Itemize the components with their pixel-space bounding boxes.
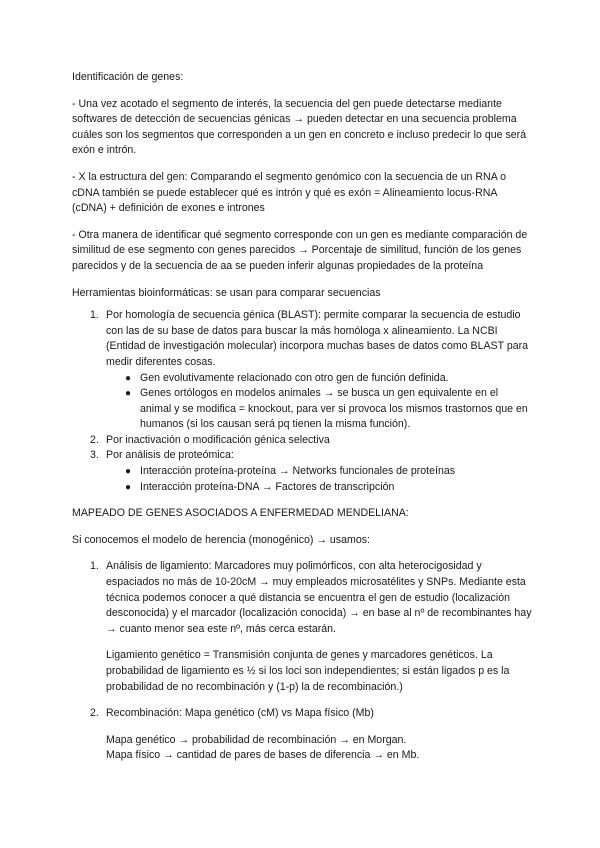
list-item-text: Por inactivación o modificación génica selectiva xyxy=(106,433,330,446)
bullet-item xyxy=(106,371,532,387)
intro-mapeado: Si conocemos el modelo de herencia (monogénico) → usamos: xyxy=(72,533,370,546)
list-number: 1. xyxy=(90,309,99,322)
bullet-item xyxy=(106,464,532,480)
bullet-icon: ● xyxy=(125,372,132,384)
list-item xyxy=(72,706,532,764)
paragraph-software: - Una vez acotado el segmento de interés, la secuencia del gen puede detectarse mediante softwares de detección de secuencias génicas → pueden detectar en una secuencia problema cuáles son los segmentos que corresponden a un gen en concreto e incluso predecir lo que será exón e intrón. xyxy=(72,97,527,157)
list-item xyxy=(72,308,532,433)
list-item xyxy=(72,559,532,695)
bullet-item xyxy=(106,480,532,496)
heading-herramientas: Herramientas bioinformáticas: se usan para comparar secuencias xyxy=(72,286,381,299)
bullet-icon: ● xyxy=(125,388,132,400)
heading-identificacion: Identificación de genes: xyxy=(72,71,184,83)
paragraph-similitud: - Otra manera de identificar qué segmento corresponde con un gen es mediante comparación de similitud de ese segmento con genes parecidos → Porcentaje de similitud, función de los genes parecidos y de la secuencia de aa se pueden inferir algunas propiedades de la proteína xyxy=(72,228,528,272)
bullet-icon: ● xyxy=(125,481,132,493)
list-number: 2. xyxy=(90,707,99,720)
list-number: 1. xyxy=(90,560,99,573)
heading-mapeado: MAPEADO DE GENES ASOCIADOS A ENFERMEDAD MENDELIANA: xyxy=(72,507,409,520)
bullet-icon: ● xyxy=(125,466,132,478)
list-item-extra-line: Mapa genético → probabilidad de recombinación → en Morgan. xyxy=(106,733,407,746)
list-item-extra: Ligamiento genético = Transmisión conjunta de genes y marcadores genéticos. La probabilidad de ligamiento es ½ si los loci son independientes; si están ligados p es la probabilidad de no recombinación y (1-p) la de recombinación.) xyxy=(106,649,510,693)
bullet-list xyxy=(106,371,532,433)
paragraph-estructura: - X la estructura del gen: Comparando el segmento genómico con la secuencia de un RNA o cDNA también se puede establecer qué es intrón y qué es exón = Alineamiento locus-RNA (cDNA) + definición de exones e intrones xyxy=(72,170,507,215)
list-item-text: Por homología de secuencia génica (BLAST): permite comparar la secuencia de estudio con las de su base de datos para buscar la más homóloga x alineamiento. La NCBI (Entidad de investigación molecular) incorpora muchas bases de datos como BLAST para medir diferentes cosas. xyxy=(106,309,529,368)
list-item-text: Recombinación: Mapa genético (cM) vs Mapa físico (Mb) xyxy=(106,707,374,720)
list-item-text: Por análisis de proteómica: xyxy=(106,449,234,462)
document-page xyxy=(72,70,532,764)
mapeado-list xyxy=(72,559,532,764)
list-number: 3. xyxy=(90,449,99,462)
list-number: 2. xyxy=(90,433,99,446)
list-item xyxy=(72,433,532,449)
bullet-text: Interacción proteína-DNA → Factores de transcripción xyxy=(140,480,395,493)
bullet-list xyxy=(106,464,532,495)
bullet-item xyxy=(106,386,532,433)
herramientas-list xyxy=(72,308,532,495)
list-item-text: Análisis de ligamiento: Marcadores muy polimórficos, con alta heterocigosidad y espaciados no más de 10-20cM → muy empleados microsatélites y SNPs. Mediante esta técnica podemos conocer a qué distancia se encuentra el gen de estudio (localización desconocida) y el marcador (localización conocida) → en base al nº de recombinantes hay → cuanto menor sea este nº, más cerca estarán. xyxy=(106,560,532,635)
bullet-text: Gen evolutivamente relacionado con otro gen de función definida. xyxy=(140,371,449,384)
bullet-text: Interacción proteína-proteína → Networks funcionales de proteínas xyxy=(140,465,456,478)
list-item-extra-line: Mapa físico → cantidad de pares de bases de diferencia → en Mb. xyxy=(106,749,420,762)
bullet-text: Genes ortólogos en modelos animales → se busca un gen equivalente en el animal y se modifica = knockout, para ver si provoca los mismos trastornos que en humanos (si los causan será pq tienen la misma función). xyxy=(140,387,528,431)
list-item xyxy=(72,448,532,495)
